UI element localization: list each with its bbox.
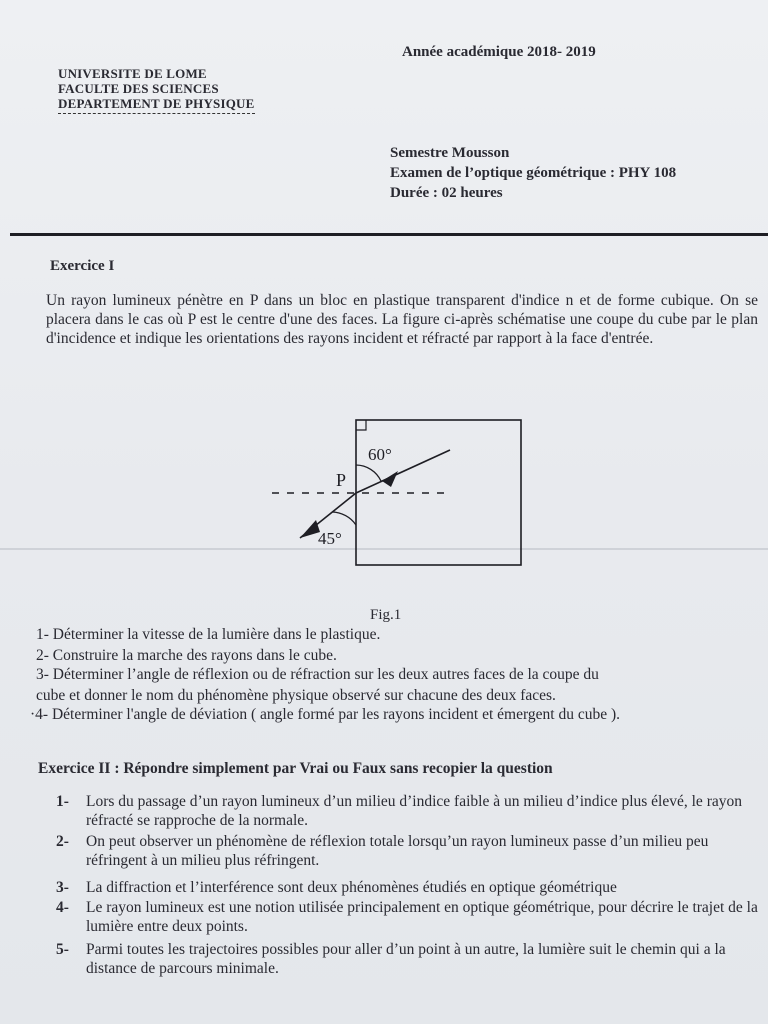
question-4: ·4- Déterminer l'angle de déviation ( angle formé par les rayons incident et émergent du cube ). <box>30 706 620 723</box>
item-number: 4- <box>56 899 69 916</box>
incident-arrow <box>300 520 320 538</box>
question-2: 2- Construire la marche des rayons dans le cube. <box>36 647 337 664</box>
statement-item <box>56 898 758 936</box>
angle-45-label: 45° <box>318 529 342 548</box>
right-angle-marker <box>356 420 366 430</box>
exam-duration: Durée : 02 heures <box>390 185 503 201</box>
statement-item <box>56 878 758 897</box>
angle-arc-45 <box>332 512 356 525</box>
item-number: 2- <box>56 833 69 850</box>
department-name: DEPARTEMENT DE PHYSIQUE <box>58 96 255 114</box>
exercise1-statement: Un rayon lumineux pénètre en P dans un bloc en plastique transparent d'indice n et de forme cubique. On se placera dans le cas où P est le centre d'une des faces. La figure ci-après schématise une coupe du cube par le plan d'incidence et indique les orientations des rayons incident et réfracté par rapport à la face d'entrée. <box>46 292 758 347</box>
statement-item <box>56 832 758 870</box>
question-1: 1- Déterminer la vitesse de la lumière dans le plastique. <box>36 626 381 643</box>
statement-item <box>56 792 758 830</box>
angle-arc-60 <box>356 465 381 481</box>
question-3: 3- Déterminer l’angle de réflexion ou de réfraction sur les deux autres faces de la coupe du <box>36 666 599 683</box>
statement-item <box>56 940 758 978</box>
exercise2-title: Exercice II : Répondre simplement par Vrai ou Faux sans recopier la question <box>38 760 553 777</box>
header-divider <box>10 233 768 236</box>
point-p-label: P <box>336 470 347 490</box>
semester: Semestre Mousson <box>390 145 510 161</box>
cube-section-figure <box>260 410 530 570</box>
item-text: La diffraction et l’interférence sont deux phénomènes étudiés en optique géométrique <box>86 879 617 896</box>
item-number: 3- <box>56 879 69 896</box>
faculty-name: FACULTE DES SCIENCES <box>58 81 219 96</box>
item-text: Parmi toutes les trajectoires possibles pour aller d’un point à un autre, la lumière suit le chemin qui a la distance de parcours minimale. <box>86 941 726 977</box>
item-number: 1- <box>56 793 69 810</box>
exam-title: Examen de l’optique géométrique : PHY 108 <box>390 165 677 181</box>
item-text: On peut observer un phénomène de réflexion totale lorsqu’un rayon lumineux passe d’un milieu peu réfringent à un milieu plus réfringent. <box>86 833 709 869</box>
exercise1-title: Exercice I <box>50 258 115 274</box>
refracted-arrow <box>382 471 398 487</box>
figure-caption: Fig.1 <box>370 607 402 623</box>
item-text: Lors du passage d’un rayon lumineux d’un milieu d’indice faible à un milieu d’indice plus élevé, le rayon réfracté se rapproche de la normale. <box>86 793 742 829</box>
question-3-continued: cube et donner le nom du phénomène physique observé sur chacune des deux faces. <box>36 687 556 704</box>
angle-60-label: 60° <box>368 445 392 464</box>
item-number: 5- <box>56 941 69 958</box>
academic-year: Année académique 2018- 2019 <box>402 44 596 60</box>
item-text: Le rayon lumineux est une notion utilisée principalement en optique géométrique, pour décrire le trajet de la lumière entre deux points. <box>86 899 758 935</box>
university-name: UNIVERSITE DE LOME <box>58 66 207 81</box>
